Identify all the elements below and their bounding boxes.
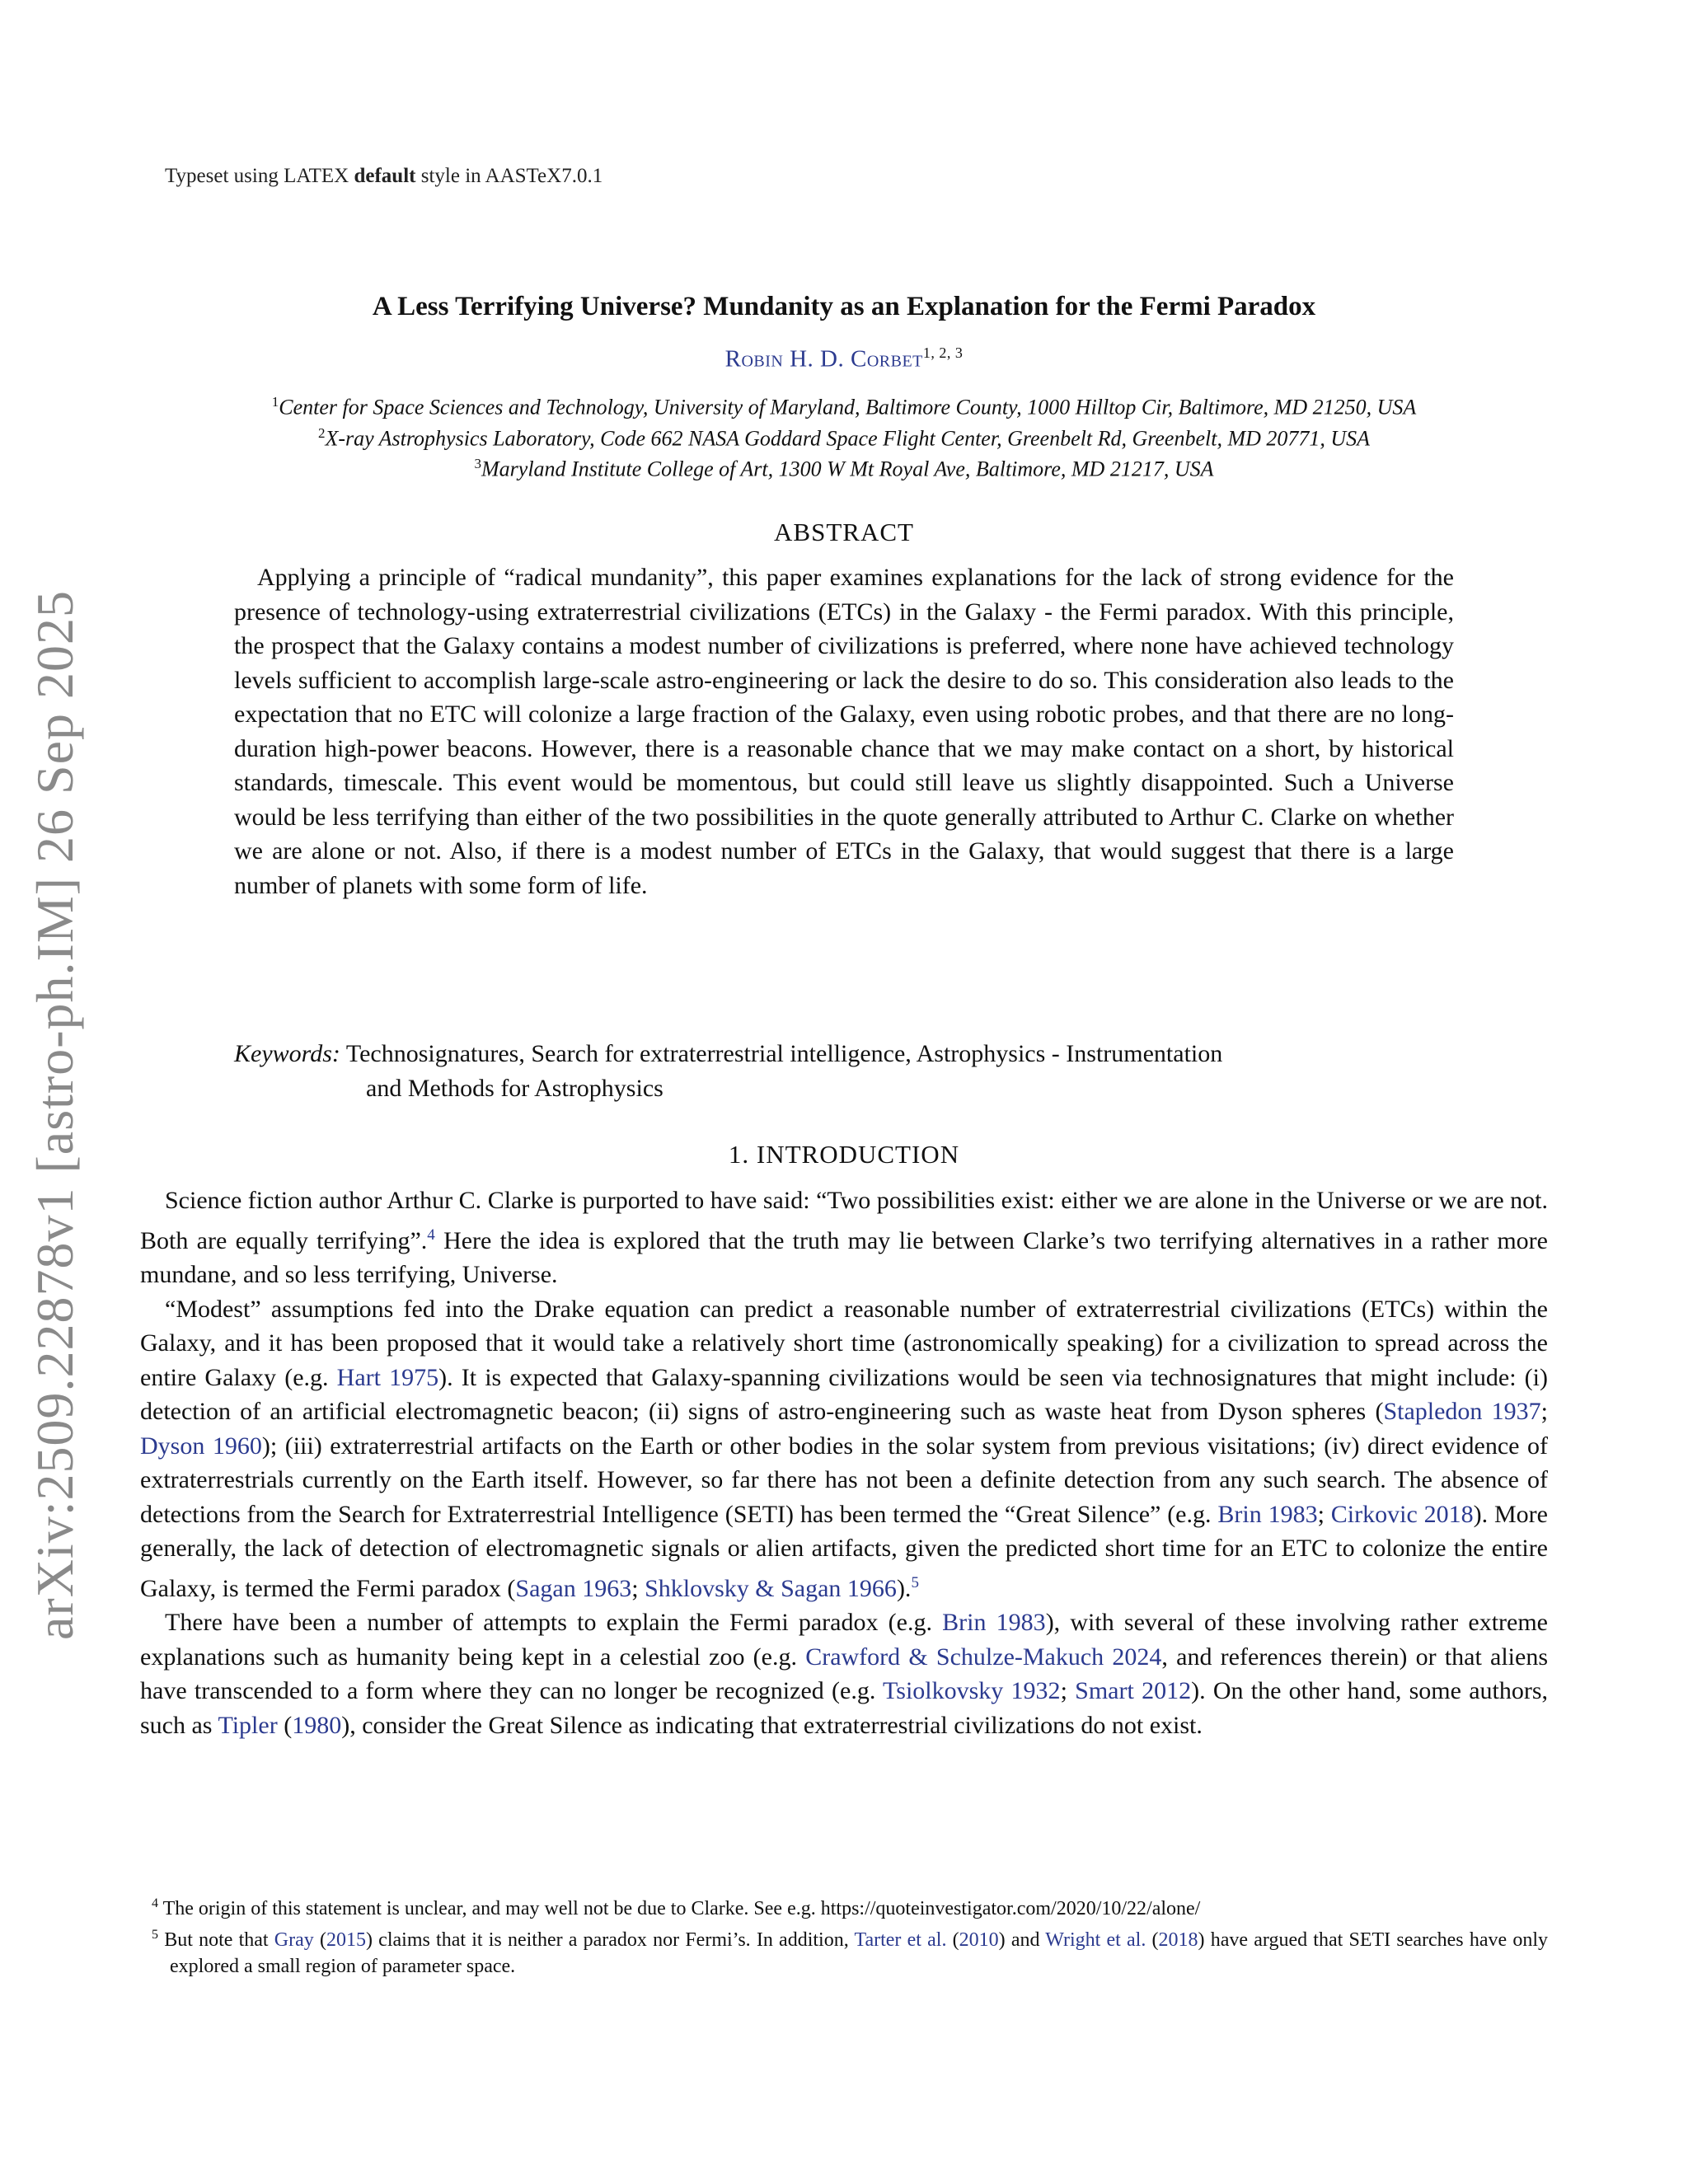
affiliation-1 [0, 394, 1688, 420]
citation-link[interactable]: Brin 1983 [942, 1609, 1046, 1636]
footnote-4-num: 4 [152, 1896, 158, 1910]
p2-text: “Modest” assumptions fed into the Drake equation can predict a reasonable number of extraterrestrial civilizations (ETCs) within the Galaxy, and it has been proposed that it would take a relatively short time (astronomically speaking) for a civilization to spread across the entire Galaxy (e.g. [140, 1295, 1548, 1391]
citation-link[interactable]: 2010 [959, 1929, 999, 1951]
p2-text: ). It is expected that Galaxy-spanning civilizations would be seen via technosignatures that might include: (i) detection of an artificial electromagnetic beacon; (ii) signs of astro-engineering such as waste heat from Dyson spheres ( [140, 1363, 1548, 1425]
abstract-body: Applying a principle of “radical mundanity”, this paper examines explanations for the lack of strong evidence for the presence of technology-using extraterrestrial civilizations (ETCs) in the Galaxy - the Fermi paradox. With this principle, the prospect that the Galaxy contains a modest number of civilizations is preferred, where none have achieved technology levels sufficient to accomplish large-scale astro-engineering or lack the desire to do so. This consideration also leads to the expectation that no ETC will colonize a large fraction of the Galaxy, even using robotic probes, and that there are no long-duration high-power beacons. However, there is a reasonable chance that we may make contact on a short, by historical standards, timescale. This event would be momentous, but could still leave us slightly disappointed. Such a Universe would be less terrifying than either of the two possibilities in the quote generally attributed to Arthur C. Clarke on whether we are alone or not. Also, if there is a modest number of ETCs in the Galaxy, that would suggest that there is a large number of planets with some form of life. [234, 564, 1454, 899]
citation-link[interactable]: Stapledon 1937 [1383, 1398, 1541, 1425]
keywords-line-2: and Methods for Astrophysics [366, 1074, 663, 1102]
footnote-ref-4[interactable]: 4 [427, 1226, 435, 1244]
p3-text: There have been a number of attempts to explain the Fermi paradox (e.g. [165, 1609, 943, 1636]
p3-text: ; [1060, 1677, 1076, 1704]
intro-paragraph-2 [140, 1292, 1548, 1606]
typeset-note [165, 165, 603, 188]
citation-link[interactable]: 2015 [326, 1929, 366, 1951]
citation-link[interactable]: Dyson 1960 [140, 1432, 262, 1460]
keywords-line-1 [234, 1037, 1454, 1071]
typeset-style: default [354, 165, 416, 187]
citation-link[interactable]: 1980 [292, 1711, 342, 1739]
keywords-block [234, 1037, 1454, 1105]
p3-text: ), consider the Great Silence as indicating that extraterrestrial civilizations do not exist. [341, 1711, 1203, 1739]
arxiv-sidebar-id: arXiv:2509.22878v1 [astro-ph.IM] 26 Sep 2025 [26, 589, 84, 1640]
affiliation-3-num: 3 [474, 456, 482, 471]
fn5-text: ) have argued that SETI searches have only explored a small region of parameter space. [170, 1929, 1549, 1977]
intro-paragraph-3 [140, 1605, 1548, 1742]
footnote-4 [140, 1891, 1548, 1922]
citation-link[interactable]: Wright et al. [1045, 1929, 1146, 1951]
affiliation-2-text: X-ray Astrophysics Laboratory, Code 662 NASA Goddard Space Flight Center, Greenbelt Rd, Greenbelt, MD 20771, USA [325, 426, 1371, 451]
citation-link[interactable]: Cirkovic 2018 [1330, 1500, 1474, 1528]
typeset-suffix: style in AASTeX7.0.1 [420, 165, 603, 187]
citation-link[interactable]: Brin 1983 [1217, 1500, 1318, 1528]
fn5-text: ( [313, 1929, 326, 1951]
section-heading-introduction: 1. INTRODUCTION [728, 1140, 960, 1169]
author-affil-marks: 1, 2, 3 [922, 344, 964, 361]
affiliation-2 [0, 425, 1688, 452]
footnote-4-text: The origin of this statement is unclear, and may well not be due to Clarke. See e.g. https://quoteinvestigator.com/2020/10/22/alone/ [162, 1898, 1201, 1919]
citation-link[interactable]: Smart 2012 [1075, 1677, 1192, 1704]
affiliation-1-num: 1 [271, 394, 279, 410]
author-name[interactable]: Robin H. D. Corbet [724, 345, 923, 373]
affiliation-1-text: Center for Space Sciences and Technology, University of Maryland, Baltimore County, 1000 Hilltop Cir, Baltimore, MD 21250, USA [279, 395, 1417, 419]
p3-text: ( [277, 1711, 293, 1739]
citation-link[interactable]: Hart 1975 [336, 1363, 439, 1391]
p1-text-a: Science fiction author Arthur C. Clarke is purported to have said: “Two possibilities exist: either we are alone in the Universe or we are not. Both are equally terrifying”. [140, 1187, 1548, 1254]
intro-paragraph-1 [140, 1183, 1548, 1292]
keywords-text-1: Technosignatures, Search for extraterrestrial intelligence, Astrophysics - Instrumentation [345, 1040, 1223, 1067]
citation-link[interactable]: Shklovsky & Sagan 1966 [645, 1574, 897, 1602]
citation-link[interactable]: Crawford & Schulze-Makuch 2024 [805, 1643, 1162, 1671]
p2-text: ; [1317, 1500, 1331, 1528]
abstract-heading: ABSTRACT [774, 518, 914, 546]
citation-link[interactable]: Sagan 1963 [515, 1574, 632, 1602]
paper-title: A Less Terrifying Universe? Mundanity as an Explanation for the Fermi Paradox [372, 292, 1316, 321]
p3-text: ), with several of these involving rather extreme explanations such as humanity being kept in a celestial zoo (e.g. [140, 1609, 1548, 1671]
p3-text: , and references therein) or that aliens have transcended to a form where they can no longer be recognized (e.g. [140, 1643, 1548, 1704]
footnotes-block [140, 1891, 1548, 1980]
keywords-label: Keywords: [234, 1040, 340, 1067]
p2-text: ; [631, 1574, 645, 1602]
p2-text: ; [1540, 1398, 1548, 1425]
p3-text: ). On the other hand, some authors, such as [140, 1677, 1549, 1739]
latex-logo: LATEX [284, 165, 349, 187]
affiliation-2-num: 2 [317, 425, 326, 441]
p2-text: ). More generally, the lack of detection of electromagnetic signals or alien artifacts, given the predicted short time for an ETC to colonize the entire Galaxy, is termed the Fermi paradox ( [140, 1500, 1548, 1602]
citation-link[interactable]: Tsiolkovsky 1932 [883, 1677, 1061, 1704]
fn5-text: ) and [998, 1929, 1046, 1951]
fn5-text: But note that [164, 1929, 274, 1951]
p2-text: ). [896, 1574, 912, 1602]
fn5-text: ( [1146, 1929, 1159, 1951]
footnote-5 [140, 1922, 1548, 1980]
affiliation-3-text: Maryland Institute College of Art, 1300 W Mt Royal Ave, Baltimore, MD 21217, USA [481, 457, 1214, 481]
citation-link[interactable]: Gray [274, 1929, 314, 1951]
affiliation-3 [0, 456, 1688, 482]
citation-link[interactable]: Tipler [218, 1711, 278, 1739]
typeset-prefix: Typeset using [165, 165, 279, 187]
fn5-text: ) claims that it is neither a paradox nor Fermi’s. In addition, [365, 1929, 855, 1951]
citation-link[interactable]: Tarter et al. [854, 1929, 947, 1951]
p1-text-b: Here the idea is explored that the truth may lie between Clarke’s two terrifying alternatives in a rather more mundane, and so less terrifying, Universe. [140, 1226, 1548, 1288]
p2-text: ); (iii) extraterrestrial artifacts on the Earth or other bodies in the solar system from previous visitations; (iv) direct evidence of extraterrestrials currently on the Earth itself. However, so far there has not been a definite detection from any such search. The absence of detections from the Search for Extraterrestrial Intelligence (SETI) has been termed the “Great Silence” (e.g. [140, 1432, 1548, 1528]
author-line [0, 344, 1688, 373]
introduction-body [140, 1183, 1548, 1742]
footnote-5-num: 5 [152, 1928, 158, 1942]
fn5-text: ( [946, 1929, 959, 1951]
footnote-ref-5[interactable]: 5 [911, 1573, 919, 1591]
citation-link[interactable]: 2018 [1158, 1929, 1198, 1951]
